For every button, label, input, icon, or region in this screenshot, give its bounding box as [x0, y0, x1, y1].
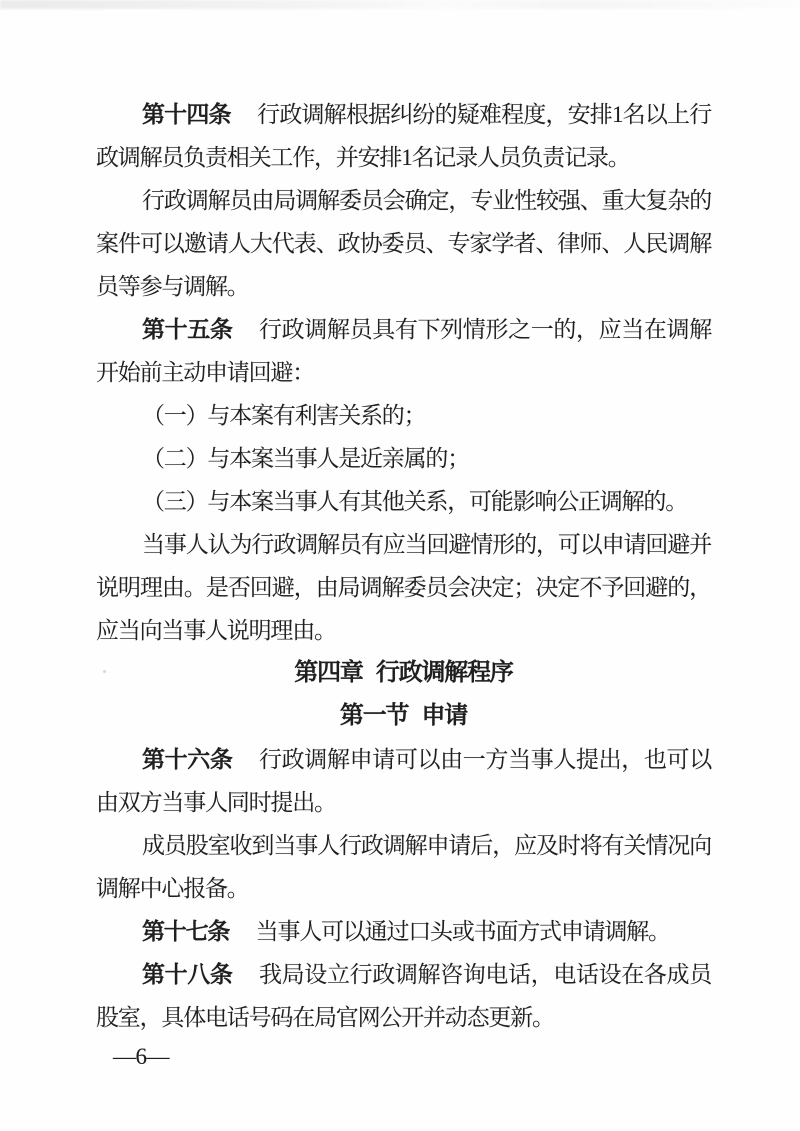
article-number: 第十五条: [142, 317, 233, 342]
article-number: 第十六条: [142, 747, 233, 772]
article-number: 第十八条: [142, 962, 233, 987]
body-paragraph: [96, 523, 711, 652]
article-text: 行政调解申请可以由一方当事人提出，也可以由双方当事人同时提出。: [96, 747, 711, 815]
list-item-2: [96, 437, 711, 480]
chapter-number: 第四章: [294, 660, 363, 686]
list-item-text: （二）与本案当事人是近亲属的；: [142, 446, 470, 471]
paragraph-text: 成员股室收到当事人行政调解申请后，应及时将有关情况向调解中心报备。: [96, 833, 711, 901]
chapter-title: 行政调解程序: [375, 660, 513, 686]
section-heading: [96, 695, 711, 738]
section-number: 第一节: [339, 703, 409, 729]
section-title: 申请: [421, 703, 468, 729]
list-item-3: [96, 480, 711, 523]
article-text: 行政调解根据纠纷的疑难程度，安排1名以上行政调解员负责相关工作，并安排1名记录人员负责记录。: [96, 102, 711, 170]
document-body: [96, 0, 711, 1039]
paragraph-text: 行政调解员由局调解委员会确定，专业性较强、重大复杂的案件可以邀请人大代表、政协委员、专家学者、律师、人民调解员等参与调解。: [96, 188, 711, 299]
article-text: 当事人可以通过口头或书面方式申请调解。: [255, 919, 670, 944]
body-paragraph: [96, 824, 711, 910]
article-paragraph-18: [96, 953, 711, 1039]
article-text: 行政调解员具有下列情形之一的，应当在调解开始前主动申请回避：: [96, 317, 711, 385]
article-number: 第十七条: [142, 919, 230, 944]
page-number: —6—: [113, 1044, 169, 1069]
list-item-text: （一）与本案有利害关系的；: [142, 403, 426, 428]
article-paragraph-15: [96, 308, 711, 394]
article-number: 第十四条: [142, 102, 231, 127]
article-paragraph-17: [96, 910, 711, 953]
chapter-heading: [96, 652, 711, 695]
article-paragraph-16: [96, 738, 711, 824]
paragraph-text: 当事人认为行政调解员有应当回避情形的，可以申请回避并说明理由。是否回避，由局调解委员会决定；决定不予回避的，应当向当事人说明理由。: [96, 532, 711, 643]
list-item-text: （三）与本案当事人有其他关系，可能影响公正调解的。: [142, 489, 688, 514]
article-text: 我局设立行政调解咨询电话，电话设在各成员股室，具体电话号码在局官网公开并动态更新。: [96, 962, 711, 1030]
list-item-1: [96, 394, 711, 437]
body-paragraph: [96, 179, 711, 308]
article-paragraph-14: [96, 93, 711, 179]
